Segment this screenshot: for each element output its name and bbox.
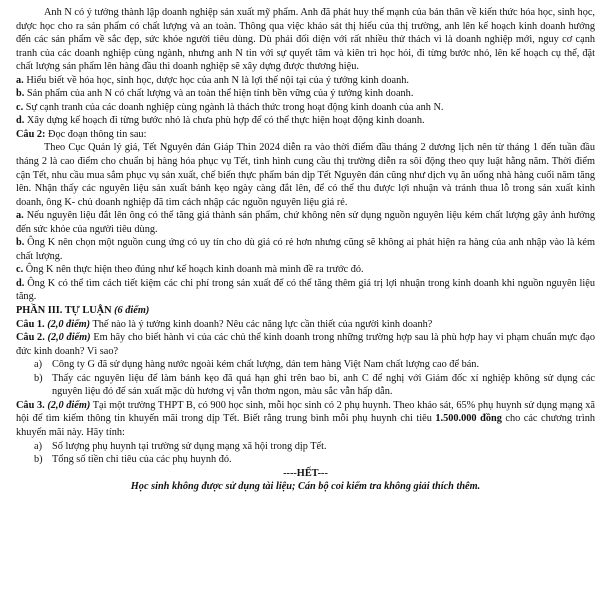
option-text: Sản phẩm của anh N có chất lượng và an toàn thể hiện tính bền vững của ý tưởng kinh doanh. bbox=[26, 88, 414, 100]
essay-question-3 bbox=[16, 399, 595, 440]
essay3-item-b bbox=[16, 453, 595, 467]
essay-text: Em hãy cho biết hành vi của các chủ thể kinh doanh trong những trường hợp sau là phù hợp hay vi phạm chuẩn mực đạo đức kinh doanh? Vì sao? bbox=[16, 332, 596, 357]
option-label: a. bbox=[16, 210, 24, 222]
part3-title: PHẦN III. TỰ LUẬN bbox=[16, 305, 112, 317]
essay-question-1 bbox=[16, 318, 595, 332]
essay-points: (2,0 điểm) bbox=[47, 318, 91, 330]
item-label: b) bbox=[34, 454, 43, 466]
part3-heading bbox=[16, 304, 595, 318]
option-text: Xây dựng kế hoạch đi từng bước nhỏ là chưa phù hợp để có thể thực hiện hoạt động kinh doanh. bbox=[26, 115, 425, 127]
end-mark bbox=[16, 467, 595, 481]
item-text: Số lượng phụ huynh tại trường sử dụng mạng xã hội trong dịp Tết. bbox=[52, 440, 327, 452]
q1-option-a bbox=[16, 74, 595, 88]
essay-points: (2,0 điểm) bbox=[47, 332, 91, 344]
q2-heading bbox=[16, 128, 595, 142]
option-label: c. bbox=[16, 264, 24, 276]
option-label: c. bbox=[16, 101, 24, 113]
essay-text-after: cho các chương trình khuyến mãi này. Hãy tính: bbox=[16, 413, 596, 438]
essay-label: Câu 2. bbox=[16, 332, 45, 344]
essay2-item-a bbox=[16, 358, 595, 372]
item-text: Thấy các nguyên liệu để làm bánh kẹo đã quá hạn ghi trên bao bì, anh C để nghị với Giám đốc xí nghiệp không sử dụng các nguyên liệu đó để sản xuất mặc dù hương vị vẫn thơm ngon, màu sắc vẫn hấp dẫn. bbox=[52, 372, 595, 398]
essay-question-2 bbox=[16, 331, 595, 358]
option-text: Ông K nên thực hiện theo đúng như kế hoạch kinh doanh mà mình đề ra trước đó. bbox=[25, 264, 364, 276]
essay-text: Thế nào là ý tưởng kinh doanh? Nêu các năng lực cần thiết của người kinh doanh? bbox=[92, 318, 433, 330]
option-label: b. bbox=[16, 237, 25, 249]
q2-option-a bbox=[16, 209, 595, 236]
q1-paragraph: Anh N có ý tưởng thành lập doanh nghiệp sản xuất mỹ phẩm. Anh đã phát huy thế mạnh của bản thân về kiến thức hóa học, sinh học, dược học cho ra sản phẩm có chất lượng và an toàn. Thông qua việc khảo sát thị hiểu của thị trường, anh lên kế hoạch kinh doanh hướng đến các sản phẩm về sắc đẹp, sức khỏe người tiêu dùng. Dù phải đối diện với rất nhiều thử thách vì là doanh nghiệp mới, nguy cơ cạnh tranh của các doanh nghiệp cùng ngành, nhưng anh N tin với sự quyết tâm và kiên trì học hỏi, đi từng bước nhỏ, lên kế hoạch cụ thể, đặt chất lượng sản phẩm lên hàng đầu thì doanh nghiệp sẽ xây dựng được thương hiệu. bbox=[16, 7, 595, 73]
part3-points: (6 điểm) bbox=[114, 305, 150, 317]
item-text: Công ty G đã sử dụng hàng nước ngoài kém chất lượng, dán tem hàng Việt Nam chất lượng cao để bán. bbox=[52, 359, 480, 371]
item-label: b) bbox=[34, 372, 43, 384]
option-label: d. bbox=[16, 277, 25, 289]
footer-note bbox=[16, 480, 595, 494]
option-text: Ông K có thể tìm cách tiết kiệm các chi phí trong sản xuất để có thể tăng thêm giá trị lợi nhuận trong kinh doanh khi nguồn nguyên liệu tăng. bbox=[16, 277, 596, 303]
essay2-item-b bbox=[16, 372, 595, 399]
q2-option-d bbox=[16, 277, 595, 304]
q2-option-b bbox=[16, 236, 595, 263]
option-text: Sự cạnh tranh của các doanh nghiệp cùng ngành là thách thức trong hoạt động kinh doanh của anh N. bbox=[25, 101, 444, 113]
essay-points: (2,0 điểm) bbox=[47, 399, 91, 411]
footer-note-text: Học sinh không được sử dụng tài liệu; Cán bộ coi kiểm tra không giải thích thêm. bbox=[130, 481, 481, 493]
essay3-item-a bbox=[16, 440, 595, 454]
essay-amount: 1.500.000 đồng bbox=[435, 413, 502, 425]
option-text: Ông K nên chọn một nguồn cung ứng có uy tín cho dù giá có rẻ hơn nhưng cũng sẽ không ai phát hiện ra hàng của anh nhập vào là kém chất lượng. bbox=[16, 237, 595, 262]
essay-label: Câu 1. bbox=[16, 318, 45, 330]
option-label: d. bbox=[16, 115, 25, 127]
q1-option-d bbox=[16, 114, 595, 128]
q2-heading-text: Đọc đoạn thông tin sau: bbox=[48, 128, 147, 140]
option-label: a. bbox=[16, 74, 24, 86]
q2-option-c bbox=[16, 263, 595, 277]
item-label: a) bbox=[34, 359, 42, 371]
essay-label: Câu 3. bbox=[16, 399, 45, 411]
q1-option-c bbox=[16, 101, 595, 115]
option-label: b. bbox=[16, 88, 25, 100]
item-text: Tổng số tiền chi tiêu của các phụ huynh đó. bbox=[52, 454, 232, 466]
item-label: a) bbox=[34, 440, 42, 452]
end-mark-text: ----HẾT--- bbox=[283, 467, 328, 479]
q2-heading-label: Câu 2: bbox=[16, 128, 46, 140]
option-text: Hiểu biết về hóa học, sinh học, dược học của anh N là lợi thế nội tại của ý tưởng kinh doanh. bbox=[26, 74, 409, 86]
q1-option-b bbox=[16, 87, 595, 101]
option-text: Nếu nguyên liệu đắt lên ông có thể tăng giá thành sản phẩm, chứ không nên sử dụng nguồn nguyên liệu kém chất lượng gây ảnh hưởng đến sức khỏe của người tiêu dùng. bbox=[16, 210, 596, 235]
essay-text-before: Tại một trường THPT B, có 900 học sinh, mỗi học sinh có 2 phụ huynh. Theo khảo sát, 65% phụ huynh sử dụng mạng xã hội để tìm kiếm thông tin khuyến mãi trong dịp Tết. Biết rằng trung bình mỗi phụ huynh chi tiêu bbox=[16, 399, 595, 425]
q2-paragraph: Theo Cục Quản lý giá, Tết Nguyên đán Giáp Thìn 2024 diễn ra vào thời điểm đầu tháng 2 dương lịch nên từ tháng 1 đến tuần đầu tháng 2 là cao điểm cho chuẩn bị hàng hóa phục vụ Tết, tình hình cung cầu thị trường diễn ra sôi động theo quy luật hằng năm. Thời điểm cận Tết, nhu cầu mua sắm phục vụ sản xuất, chế biến thực phẩm bán dịp Tết Nguyên đán cũng như dịch vụ ăn uống nhà hàng cuối năm tăng lên. Nhận thấy các nguyên liệu sản xuất bánh kẹo ngày càng đắt lên, để có thể thu được lợi nhuận và tránh thua lỗ trong sản xuất kinh doanh, ông K- chủ doanh nghiệp đã tìm cách nhập các nguồn nguyên liệu giá rẻ. bbox=[16, 142, 595, 208]
